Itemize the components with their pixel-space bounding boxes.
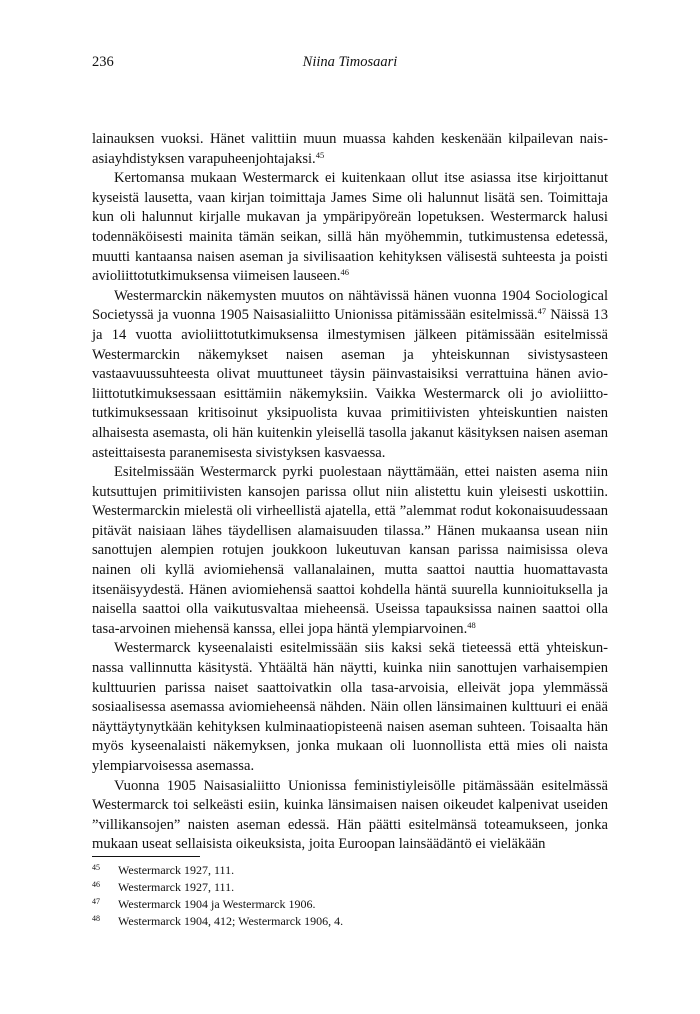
footnotes bbox=[92, 862, 608, 930]
footnote bbox=[92, 879, 608, 896]
paragraph-text: lainauksen vuoksi. Hänet valittiin muun muassa kahden keskenään kilpailevan naisasiayhdistyksen varapuheenjohtajaksi. bbox=[92, 131, 608, 167]
paragraph-text: Westermarck kyseenalaisti esitelmissään siis kaksi sekä tieteessä että yhteiskunnassa vallinnutta käsitystä. Yhtäältä hän näytti, kuinka niin sanottujen varhaisempien kulttuurien parissa naiset saattoivatkin olla tasa-arvoisia, elleivät jopa ylemmässä sosiaalisessa asemassa aviomieheensä nähden. Näin ollen länsimainen kulttuuri ei enää näyttäytynytkään kehityksen kulminaatiopisteenä naisen aseman suhteen. Toisaalta hän myös kyseenalaisti näkemyksen, jonka mukaan oli luonnollista että mies oli naista ylempiarvoisessa asemassa. bbox=[92, 640, 608, 774]
footnote bbox=[92, 913, 608, 930]
paragraph-text: Kertomansa mukaan Westermarck ei kuitenkaan ollut itse asiassa itse kirjoittanut kyseistä lausetta, vaan kirjan toimittaja James Sime oli halunnut lisätä sen. Toimittaja kun oli halunnut kirjalle mukavan ja ympäripyöreän lopetuksen. Westermarck halusi todennäköisesti mainita tämän seikan, sillä hän myöhemmin, tutkimustensa edetessä, muutti kantaansa naisen aseman ja sivilisaation kehityksen välisestä suhteesta ja poisti avioliittotutkimuksensa viimeisen lauseen. bbox=[92, 170, 608, 285]
footnote-text: Westermarck 1904, 412; Westermarck 1906, 4. bbox=[118, 914, 344, 928]
footnote-reference: 48 bbox=[467, 619, 476, 630]
footnote-number: 46 bbox=[92, 880, 100, 889]
paragraph-text: Westermarckin näkemysten muutos on nähtävissä hänen vuonna 1904 Sociological Societyssä ja vuonna 1905 Naisasialiitto Unionissa pitämissään esitelmissä. bbox=[92, 287, 608, 324]
paragraph bbox=[92, 639, 608, 776]
footnote-number: 47 bbox=[92, 897, 100, 906]
paragraph-text: Vuonna 1905 Naisasialiitto Unionissa feministiyleisölle pitämässään esitelmässä Westermarck toi selkeästi esiin, kuinka länsimaisen naisen oikeudet kalpenivat useiden ”villikansojen” naisten aseman edessä. Hän päätti esitelmänsä toteamukseen, jonka mukaan useat sellaisista oikeuksista, joita Euroopan lainsäädäntö ei vieläkään bbox=[92, 777, 608, 853]
paragraph-text: Näissä 13 ja 14 vuotta avioliittotutkimuksensa ilmestymisen jälkeen pitämissään esitelmissä Westermarckin näkemykset naisen aseman ja yhteiskunnan sivistysasteen vastaavuussuhteesta olivat muuttuneet täysin päinvastaisiksi verrattuina hänen avioliittotutkimuksessaan esittämiin näkemyksiin. Vaikka Westermarck oli jo avioliittotutkimuksessaan kritisoinut yksipuolista kuvaa primitiivisten yhteiskuntien naisten alhaisesta asemasta, oli hän kuitenkin yleisellä tasolla jakanut käsityksen naisen aseman asteittaisesta paranemisesta sivistyksen kasvaessa. bbox=[92, 307, 608, 461]
footnote bbox=[92, 862, 608, 879]
footnote-text: Westermarck 1927, 111. bbox=[118, 880, 235, 894]
running-title: Niina Timosaari bbox=[302, 54, 398, 70]
paragraph bbox=[92, 777, 608, 855]
footnote-text: Westermarck 1904 ja Westermarck 1906. bbox=[118, 897, 316, 911]
footnote-reference: 45 bbox=[315, 149, 325, 160]
footnote-reference: 47 bbox=[537, 306, 547, 317]
footnote-number: 45 bbox=[92, 863, 100, 872]
footnote bbox=[92, 896, 608, 913]
paragraph bbox=[92, 463, 608, 639]
paragraph bbox=[92, 169, 608, 287]
footnote-divider bbox=[92, 856, 200, 857]
paragraph-text: Esitelmissään Westermarck pyrki puolestaan näyttämään, ettei naisten asema niin kutsuttujen primitiivisten kansojen parissa ollut niin alistettu kuin yleisesti uskottiin. Westermarckin mielestä oli virheellistä ajatella, että ”alemmat rodut kokonaisuudessaan pitävät naisiaan lähes täydellisen alamaisuuden tilassa.” Hänen mukaansa usean niin sanottujen alempien rotujen joukkoon lukeutuvan kansan parissa naimisissa oleva nainen oli kyllä aviomiehensä vallanalainen, mutta saattoi nauttia huomattavasta itsenäisyydestä. Hänen aviomiehensä saattoi kohdella häntä suurella kunnioituksella ja naisella saattoi olla vaikutusvaltaa mieheensä. Useissa tapauksissa nainen saattoi olla tasa-arvoinen miehensä kanssa, ellei jopa häntä ylempiarvoinen. bbox=[92, 464, 608, 637]
running-head bbox=[92, 54, 608, 74]
paragraph bbox=[92, 287, 608, 463]
page-number: 236 bbox=[92, 54, 114, 70]
footnote-reference: 46 bbox=[340, 267, 349, 278]
footnote-text: Westermarck 1927, 111. bbox=[118, 863, 235, 877]
footnote-number: 48 bbox=[92, 914, 100, 923]
paragraph bbox=[92, 130, 608, 169]
body-text bbox=[92, 130, 608, 855]
